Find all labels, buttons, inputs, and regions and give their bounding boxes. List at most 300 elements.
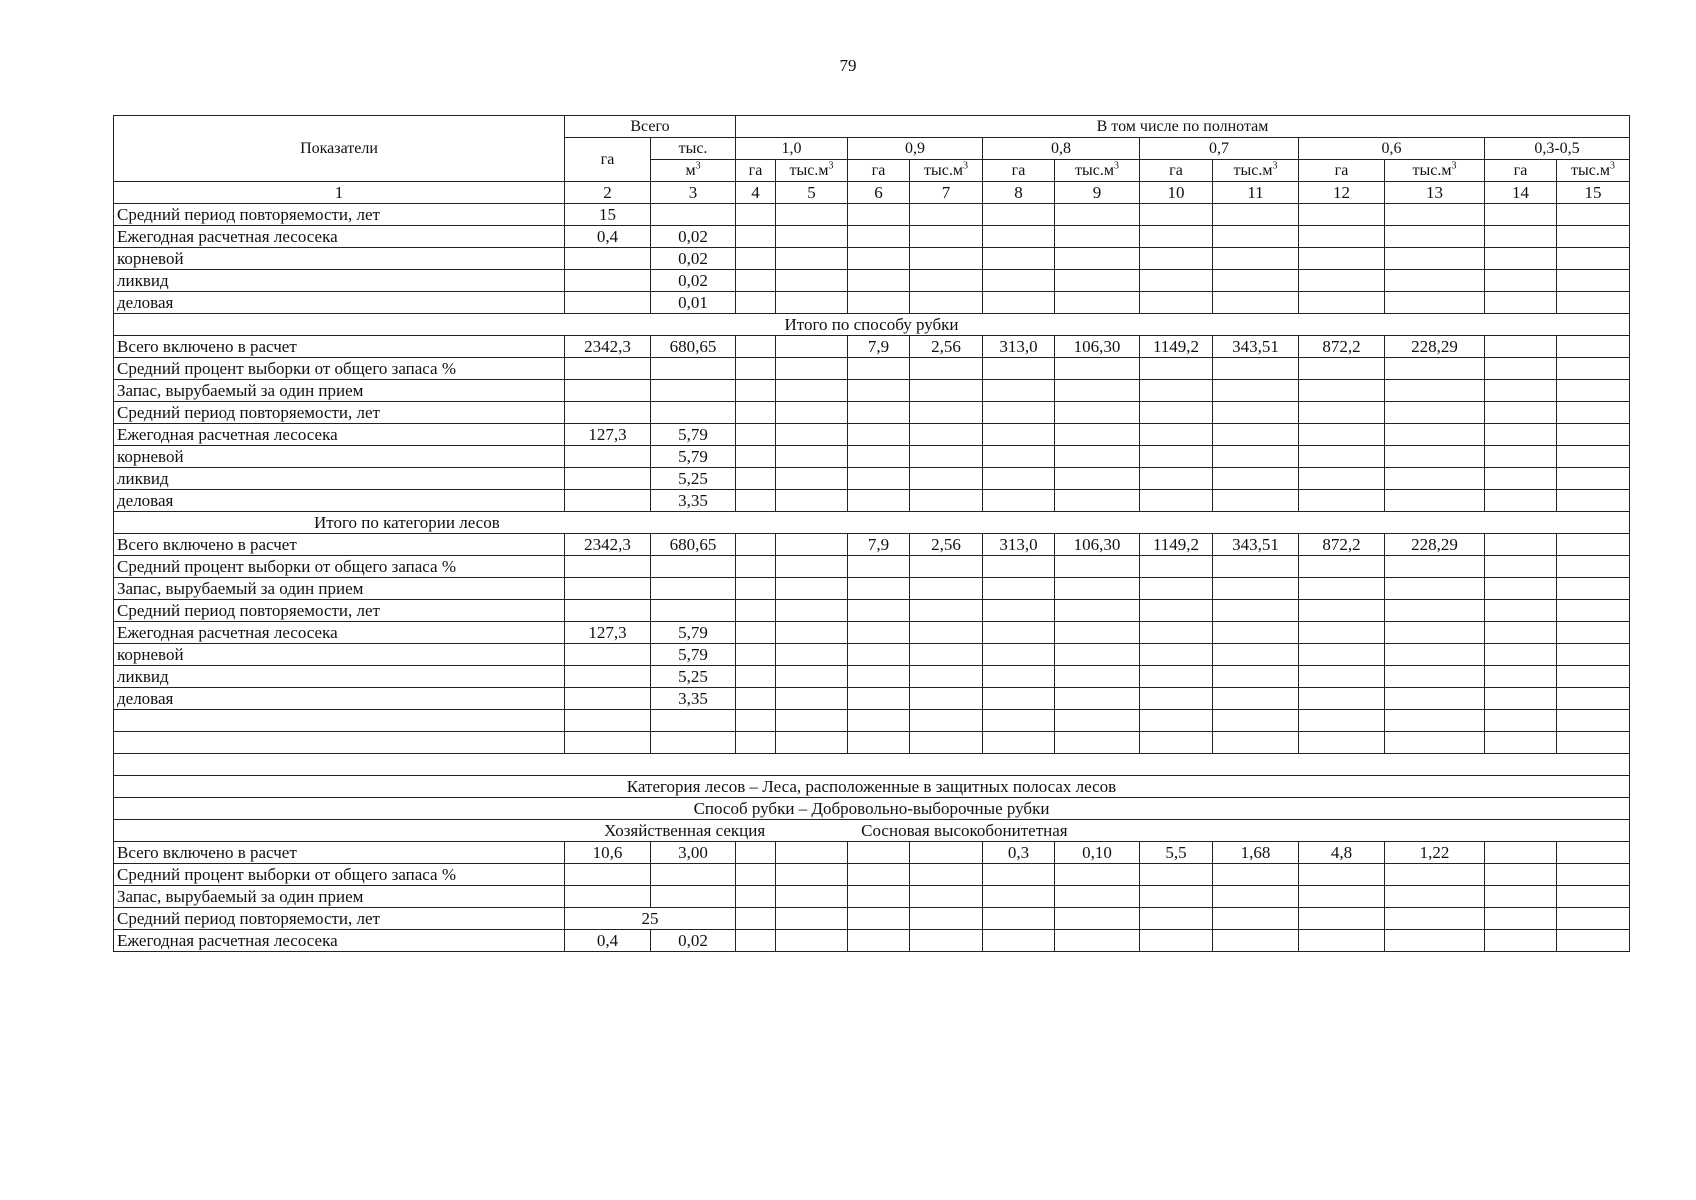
cell-d07-ha bbox=[1140, 864, 1213, 886]
cell-d08-m3 bbox=[1055, 468, 1140, 490]
cell-d05-m3 bbox=[1557, 226, 1630, 248]
cell-m3 bbox=[651, 600, 736, 622]
cell-d05-ha bbox=[1485, 380, 1557, 402]
row-label: Средний процент выборки от общего запаса % bbox=[114, 358, 565, 380]
table-row bbox=[114, 270, 1630, 292]
unit-thous-m: тыс.м bbox=[1412, 162, 1452, 179]
cell-d07-m3 bbox=[1213, 380, 1299, 402]
cell-d08-ha bbox=[983, 666, 1055, 688]
cell-d06-m3 bbox=[1385, 270, 1485, 292]
cell-d10-m3 bbox=[776, 226, 848, 248]
cell-d06-ha bbox=[1299, 666, 1385, 688]
cell-d06-m3 bbox=[1385, 644, 1485, 666]
cell-d05-m3 bbox=[1557, 886, 1630, 908]
cell-d07-ha bbox=[1140, 424, 1213, 446]
cell-d10-m3 bbox=[776, 424, 848, 446]
cell-ha bbox=[565, 270, 651, 292]
header-row-1 bbox=[114, 116, 1630, 138]
table-row bbox=[114, 578, 1630, 600]
table-row bbox=[114, 842, 1630, 864]
cell-d10-ha bbox=[736, 930, 776, 952]
cell-d06-ha bbox=[1299, 600, 1385, 622]
column-number-row bbox=[114, 182, 1630, 204]
cell-empty bbox=[1140, 710, 1213, 732]
cell-d07-m3 bbox=[1213, 864, 1299, 886]
unit-cube: 3 bbox=[695, 160, 701, 172]
cell-d10-ha bbox=[736, 578, 776, 600]
cell-d05-m3 bbox=[1557, 842, 1630, 864]
cell-d07-ha bbox=[1140, 446, 1213, 468]
cell-d06-m3 bbox=[1385, 556, 1485, 578]
header-total: Всего bbox=[565, 116, 736, 138]
cell-d07-m3 bbox=[1213, 468, 1299, 490]
economic-section-row bbox=[114, 820, 1630, 842]
cell-d05-ha bbox=[1485, 468, 1557, 490]
cell-empty bbox=[1557, 732, 1630, 754]
cell-d08-ha bbox=[983, 490, 1055, 512]
row-label: Запас, вырубаемый за один прием bbox=[114, 380, 565, 402]
method-title-row bbox=[114, 798, 1630, 820]
cell-d06-m3 bbox=[1385, 358, 1485, 380]
cell-d06-m3 bbox=[1385, 446, 1485, 468]
row-label: Ежегодная расчетная лесосека bbox=[114, 930, 565, 952]
cell-d05-m3 bbox=[1557, 424, 1630, 446]
section-title-cutting-method: Итого по способу рубки bbox=[114, 314, 1630, 336]
unit-thous-m: тыс.м bbox=[1233, 162, 1273, 179]
cell-d10-ha bbox=[736, 490, 776, 512]
cell-d10-ha bbox=[736, 270, 776, 292]
cell-d06-ha: 4,8 bbox=[1299, 842, 1385, 864]
row-label: Всего включено в расчет bbox=[114, 534, 565, 556]
cell-d10-ha bbox=[736, 336, 776, 358]
cell-d09-ha bbox=[848, 688, 910, 710]
cell-d08-m3: 106,30 bbox=[1055, 534, 1140, 556]
cell-d07-ha bbox=[1140, 270, 1213, 292]
cell-d07-m3 bbox=[1213, 886, 1299, 908]
cell-d10-ha bbox=[736, 292, 776, 314]
cell-d05-ha bbox=[1485, 666, 1557, 688]
cell-d06-ha bbox=[1299, 622, 1385, 644]
cell-empty bbox=[848, 732, 910, 754]
cell-d06-ha bbox=[1299, 578, 1385, 600]
cell-d10-ha bbox=[736, 622, 776, 644]
cell-d08-ha bbox=[983, 886, 1055, 908]
column-number: 10 bbox=[1140, 182, 1213, 204]
row-label: ликвид bbox=[114, 468, 565, 490]
row-label: деловая bbox=[114, 688, 565, 710]
cell-d05-ha bbox=[1485, 446, 1557, 468]
row-label: ликвид bbox=[114, 666, 565, 688]
cell-d08-ha bbox=[983, 556, 1055, 578]
cell-d05-ha bbox=[1485, 578, 1557, 600]
cell-d05-ha bbox=[1485, 864, 1557, 886]
cell-d08-ha bbox=[983, 622, 1055, 644]
cell-d06-m3 bbox=[1385, 380, 1485, 402]
cell-d09-ha bbox=[848, 270, 910, 292]
cell-d07-ha bbox=[1140, 556, 1213, 578]
cell-d07-m3 bbox=[1213, 402, 1299, 424]
header-indicators: Показатели bbox=[114, 116, 565, 182]
cell-ha bbox=[565, 578, 651, 600]
cell-m3: 680,65 bbox=[651, 534, 736, 556]
cell-d06-ha: 872,2 bbox=[1299, 336, 1385, 358]
cell-m3 bbox=[651, 864, 736, 886]
cell-d10-m3 bbox=[776, 930, 848, 952]
cell-d05-m3 bbox=[1557, 292, 1630, 314]
cell-d06-m3 bbox=[1385, 600, 1485, 622]
cell-m3 bbox=[651, 578, 736, 600]
cell-d06-m3 bbox=[1385, 666, 1485, 688]
column-number: 3 bbox=[651, 182, 736, 204]
cell-d05-m3 bbox=[1557, 578, 1630, 600]
cell-d09-m3 bbox=[910, 380, 983, 402]
cell-d08-m3 bbox=[1055, 864, 1140, 886]
cell-d07-m3 bbox=[1213, 600, 1299, 622]
cell-ha bbox=[565, 600, 651, 622]
cell-d06-ha bbox=[1299, 688, 1385, 710]
row-label: Средний период повторяемости, лет bbox=[114, 600, 565, 622]
cell-d06-m3 bbox=[1385, 292, 1485, 314]
cell-d05-ha bbox=[1485, 358, 1557, 380]
cell-d10-ha bbox=[736, 886, 776, 908]
unit-cube: 3 bbox=[828, 160, 834, 172]
cell-d10-m3 bbox=[776, 842, 848, 864]
cell-d08-ha bbox=[983, 358, 1055, 380]
cell-d07-m3 bbox=[1213, 578, 1299, 600]
cell-d05-m3 bbox=[1557, 248, 1630, 270]
cell-d07-ha bbox=[1140, 600, 1213, 622]
cell-d05-ha bbox=[1485, 886, 1557, 908]
table-row bbox=[114, 688, 1630, 710]
cell-ha bbox=[565, 292, 651, 314]
cell-d10-ha bbox=[736, 534, 776, 556]
cell-d07-m3 bbox=[1213, 358, 1299, 380]
category-title: Категория лесов – Леса, расположенные в защитных полосах лесов bbox=[114, 776, 1630, 798]
column-number: 1 bbox=[114, 182, 565, 204]
header-density-4: 0,7 bbox=[1140, 138, 1299, 160]
column-number: 9 bbox=[1055, 182, 1140, 204]
cell-d08-ha bbox=[983, 226, 1055, 248]
cell-ha bbox=[565, 688, 651, 710]
cell-d10-ha bbox=[736, 424, 776, 446]
cell-d10-m3 bbox=[776, 402, 848, 424]
cell-ha bbox=[565, 864, 651, 886]
cell-d08-m3 bbox=[1055, 446, 1140, 468]
header-density-thous-m3 bbox=[1557, 160, 1630, 182]
table-row bbox=[114, 622, 1630, 644]
row-label: Запас, вырубаемый за один прием bbox=[114, 578, 565, 600]
cell-m3: 5,79 bbox=[651, 446, 736, 468]
cell-d09-ha bbox=[848, 842, 910, 864]
cell-d07-m3 bbox=[1213, 204, 1299, 226]
cell-empty bbox=[1299, 732, 1385, 754]
column-number: 2 bbox=[565, 182, 651, 204]
cell-d08-m3 bbox=[1055, 204, 1140, 226]
cell-d06-m3 bbox=[1385, 226, 1485, 248]
unit-cube: 3 bbox=[1272, 160, 1278, 172]
cell-d05-m3 bbox=[1557, 402, 1630, 424]
cell-m3: 3,35 bbox=[651, 490, 736, 512]
cell-m3 bbox=[651, 204, 736, 226]
cell-d09-ha bbox=[848, 292, 910, 314]
cell-d07-ha bbox=[1140, 622, 1213, 644]
cell-m3 bbox=[651, 358, 736, 380]
cell-d07-m3 bbox=[1213, 248, 1299, 270]
cell-d10-ha bbox=[736, 380, 776, 402]
table-row bbox=[114, 886, 1630, 908]
cell-d09-m3 bbox=[910, 930, 983, 952]
column-number: 11 bbox=[1213, 182, 1299, 204]
cell-d07-ha bbox=[1140, 490, 1213, 512]
cell-d09-ha bbox=[848, 644, 910, 666]
cell-empty bbox=[776, 732, 848, 754]
row-label: Средний период повторяемости, лет bbox=[114, 402, 565, 424]
forest-calculation-table bbox=[113, 115, 1630, 952]
cell-d08-ha bbox=[983, 402, 1055, 424]
unit-thous-m: тыс.м bbox=[1571, 162, 1610, 179]
cell-d09-ha: 7,9 bbox=[848, 336, 910, 358]
cell-d08-ha bbox=[983, 864, 1055, 886]
cell-empty bbox=[1140, 732, 1213, 754]
cell-d08-m3 bbox=[1055, 292, 1140, 314]
blank-row-merged bbox=[114, 754, 1630, 776]
cell-d10-m3 bbox=[776, 600, 848, 622]
cell-d05-m3 bbox=[1557, 490, 1630, 512]
header-total-m3 bbox=[651, 160, 736, 182]
economic-section-label: Хозяйственная секция bbox=[604, 821, 766, 840]
cell-d07-m3 bbox=[1213, 644, 1299, 666]
section-title-cutting-method-row bbox=[114, 314, 1630, 336]
cell-ha bbox=[565, 886, 651, 908]
cell-d09-ha bbox=[848, 600, 910, 622]
cell-m3: 5,79 bbox=[651, 644, 736, 666]
column-number: 6 bbox=[848, 182, 910, 204]
cell-empty bbox=[776, 908, 848, 930]
cell-d06-ha bbox=[1299, 270, 1385, 292]
cell-d09-ha bbox=[848, 248, 910, 270]
table-row bbox=[114, 226, 1630, 248]
cell-d08-ha bbox=[983, 578, 1055, 600]
cell-d09-m3 bbox=[910, 204, 983, 226]
cell-d08-ha: 313,0 bbox=[983, 534, 1055, 556]
cell-empty bbox=[1140, 908, 1213, 930]
cell-d07-ha bbox=[1140, 644, 1213, 666]
cell-empty bbox=[776, 710, 848, 732]
cell-d09-ha bbox=[848, 468, 910, 490]
cell-d05-ha bbox=[1485, 600, 1557, 622]
row-label: Ежегодная расчетная лесосека bbox=[114, 226, 565, 248]
table-row bbox=[114, 380, 1630, 402]
cell-d05-ha bbox=[1485, 930, 1557, 952]
method-title: Способ рубки – Добровольно-выборочные рубки bbox=[114, 798, 1630, 820]
cell-d05-m3 bbox=[1557, 666, 1630, 688]
cell-d07-m3: 1,68 bbox=[1213, 842, 1299, 864]
cell-d07-ha bbox=[1140, 468, 1213, 490]
table-row bbox=[114, 468, 1630, 490]
cell-d09-ha bbox=[848, 490, 910, 512]
cell-d06-m3 bbox=[1385, 886, 1485, 908]
cell-empty bbox=[1055, 710, 1140, 732]
cell-d09-m3 bbox=[910, 358, 983, 380]
cell-empty bbox=[114, 732, 565, 754]
cell-d08-ha bbox=[983, 468, 1055, 490]
cell-d09-ha bbox=[848, 358, 910, 380]
cell-d08-m3 bbox=[1055, 688, 1140, 710]
table-row bbox=[114, 534, 1630, 556]
cell-d05-m3 bbox=[1557, 468, 1630, 490]
cell-d07-ha: 1149,2 bbox=[1140, 336, 1213, 358]
cell-m3: 5,25 bbox=[651, 666, 736, 688]
cell-d08-m3 bbox=[1055, 930, 1140, 952]
cell-d10-ha bbox=[736, 468, 776, 490]
cell-m3: 3,00 bbox=[651, 842, 736, 864]
column-number: 4 bbox=[736, 182, 776, 204]
cell-d07-ha bbox=[1140, 248, 1213, 270]
cell-d08-ha bbox=[983, 270, 1055, 292]
cell-d09-ha bbox=[848, 402, 910, 424]
cell-d10-m3 bbox=[776, 446, 848, 468]
cell-d06-ha: 872,2 bbox=[1299, 534, 1385, 556]
cell-d08-m3: 0,10 bbox=[1055, 842, 1140, 864]
cell-d08-ha bbox=[983, 688, 1055, 710]
cell-m3: 680,65 bbox=[651, 336, 736, 358]
cell-d06-ha bbox=[1299, 446, 1385, 468]
cell-d10-ha bbox=[736, 446, 776, 468]
cell-m3 bbox=[651, 886, 736, 908]
cell-d06-m3 bbox=[1385, 424, 1485, 446]
table-row bbox=[114, 600, 1630, 622]
cell-d05-ha bbox=[1485, 402, 1557, 424]
cell-d07-ha bbox=[1140, 226, 1213, 248]
cell-empty bbox=[1213, 732, 1299, 754]
column-number: 7 bbox=[910, 182, 983, 204]
cell-d05-ha bbox=[1485, 688, 1557, 710]
header-density-ha: га bbox=[1485, 160, 1557, 182]
cell-d07-m3 bbox=[1213, 446, 1299, 468]
blank-row bbox=[114, 710, 1630, 732]
cell-d08-ha bbox=[983, 248, 1055, 270]
cell-d10-m3 bbox=[776, 556, 848, 578]
cell-m3: 0,02 bbox=[651, 226, 736, 248]
cell-d06-ha bbox=[1299, 226, 1385, 248]
cell-d10-m3 bbox=[776, 490, 848, 512]
cell-m3: 5,25 bbox=[651, 468, 736, 490]
cell-m3: 5,79 bbox=[651, 622, 736, 644]
cell-d10-ha bbox=[736, 688, 776, 710]
row-label: Ежегодная расчетная лесосека bbox=[114, 424, 565, 446]
cell-ha: 2342,3 bbox=[565, 534, 651, 556]
cell-d07-m3 bbox=[1213, 424, 1299, 446]
cell-d09-m3 bbox=[910, 622, 983, 644]
row-label: Всего включено в расчет bbox=[114, 842, 565, 864]
cell-d07-ha bbox=[1140, 886, 1213, 908]
table-row bbox=[114, 908, 1630, 930]
cell-empty bbox=[1557, 908, 1630, 930]
cell-d07-ha bbox=[1140, 204, 1213, 226]
cell-d09-m3 bbox=[910, 688, 983, 710]
cell-empty bbox=[1385, 732, 1485, 754]
cell-d06-m3: 1,22 bbox=[1385, 842, 1485, 864]
cell-d07-ha bbox=[1140, 358, 1213, 380]
cell-d07-ha bbox=[1140, 930, 1213, 952]
cell-d05-m3 bbox=[1557, 336, 1630, 358]
cell-empty bbox=[1485, 732, 1557, 754]
cell-d09-ha bbox=[848, 446, 910, 468]
cell-empty bbox=[983, 710, 1055, 732]
table-row bbox=[114, 446, 1630, 468]
cell-d09-ha bbox=[848, 380, 910, 402]
cell-empty bbox=[736, 710, 776, 732]
row-label: ликвид bbox=[114, 270, 565, 292]
cell-d06-ha bbox=[1299, 380, 1385, 402]
cell-d08-m3 bbox=[1055, 622, 1140, 644]
cell-d10-ha bbox=[736, 864, 776, 886]
cell-d10-m3 bbox=[776, 270, 848, 292]
cell-empty bbox=[736, 732, 776, 754]
cell-ha: 2342,3 bbox=[565, 336, 651, 358]
cell-ha: 127,3 bbox=[565, 424, 651, 446]
cell-ha bbox=[565, 556, 651, 578]
header-density-ha: га bbox=[1140, 160, 1213, 182]
cell-ha bbox=[565, 666, 651, 688]
cell-d06-ha bbox=[1299, 644, 1385, 666]
cell-d08-m3 bbox=[1055, 578, 1140, 600]
cell-d06-m3 bbox=[1385, 490, 1485, 512]
cell-d08-m3 bbox=[1055, 380, 1140, 402]
cell-d05-m3 bbox=[1557, 204, 1630, 226]
cell-empty bbox=[565, 710, 651, 732]
header-density-ha: га bbox=[983, 160, 1055, 182]
column-number: 15 bbox=[1557, 182, 1630, 204]
cell-d06-ha bbox=[1299, 556, 1385, 578]
cell-d09-ha bbox=[848, 204, 910, 226]
header-density-thous-m3 bbox=[1055, 160, 1140, 182]
cell-d07-ha: 5,5 bbox=[1140, 842, 1213, 864]
cell-d10-m3 bbox=[776, 622, 848, 644]
cell-empty bbox=[1485, 710, 1557, 732]
cell-m3: 0,01 bbox=[651, 292, 736, 314]
header-density-5: 0,6 bbox=[1299, 138, 1485, 160]
cell-d07-m3 bbox=[1213, 270, 1299, 292]
page-number: 79 bbox=[839, 56, 857, 75]
cell-d05-m3 bbox=[1557, 644, 1630, 666]
cell-d05-ha bbox=[1485, 336, 1557, 358]
row-label: корневой bbox=[114, 644, 565, 666]
header-density-thous-m3 bbox=[1213, 160, 1299, 182]
cell-d10-ha bbox=[736, 358, 776, 380]
cell-d09-m3 bbox=[910, 248, 983, 270]
cell-empty bbox=[848, 908, 910, 930]
cell-m3: 0,02 bbox=[651, 248, 736, 270]
cell-d05-ha bbox=[1485, 204, 1557, 226]
header-density-3: 0,8 bbox=[983, 138, 1140, 160]
cell-d08-m3 bbox=[1055, 600, 1140, 622]
cell-d08-ha bbox=[983, 204, 1055, 226]
cell-empty bbox=[1299, 710, 1385, 732]
cell-d05-ha bbox=[1485, 644, 1557, 666]
cell-m3 bbox=[651, 380, 736, 402]
cell-d09-ha bbox=[848, 666, 910, 688]
cell-m3: 3,35 bbox=[651, 688, 736, 710]
cell-d10-ha bbox=[736, 402, 776, 424]
cell-d10-ha bbox=[736, 248, 776, 270]
cell-d09-m3 bbox=[910, 842, 983, 864]
cell-d07-m3: 343,51 bbox=[1213, 534, 1299, 556]
cell-d08-m3 bbox=[1055, 666, 1140, 688]
cell-d09-m3 bbox=[910, 556, 983, 578]
row-label: Средний период повторяемости, лет bbox=[114, 908, 565, 930]
column-number: 14 bbox=[1485, 182, 1557, 204]
